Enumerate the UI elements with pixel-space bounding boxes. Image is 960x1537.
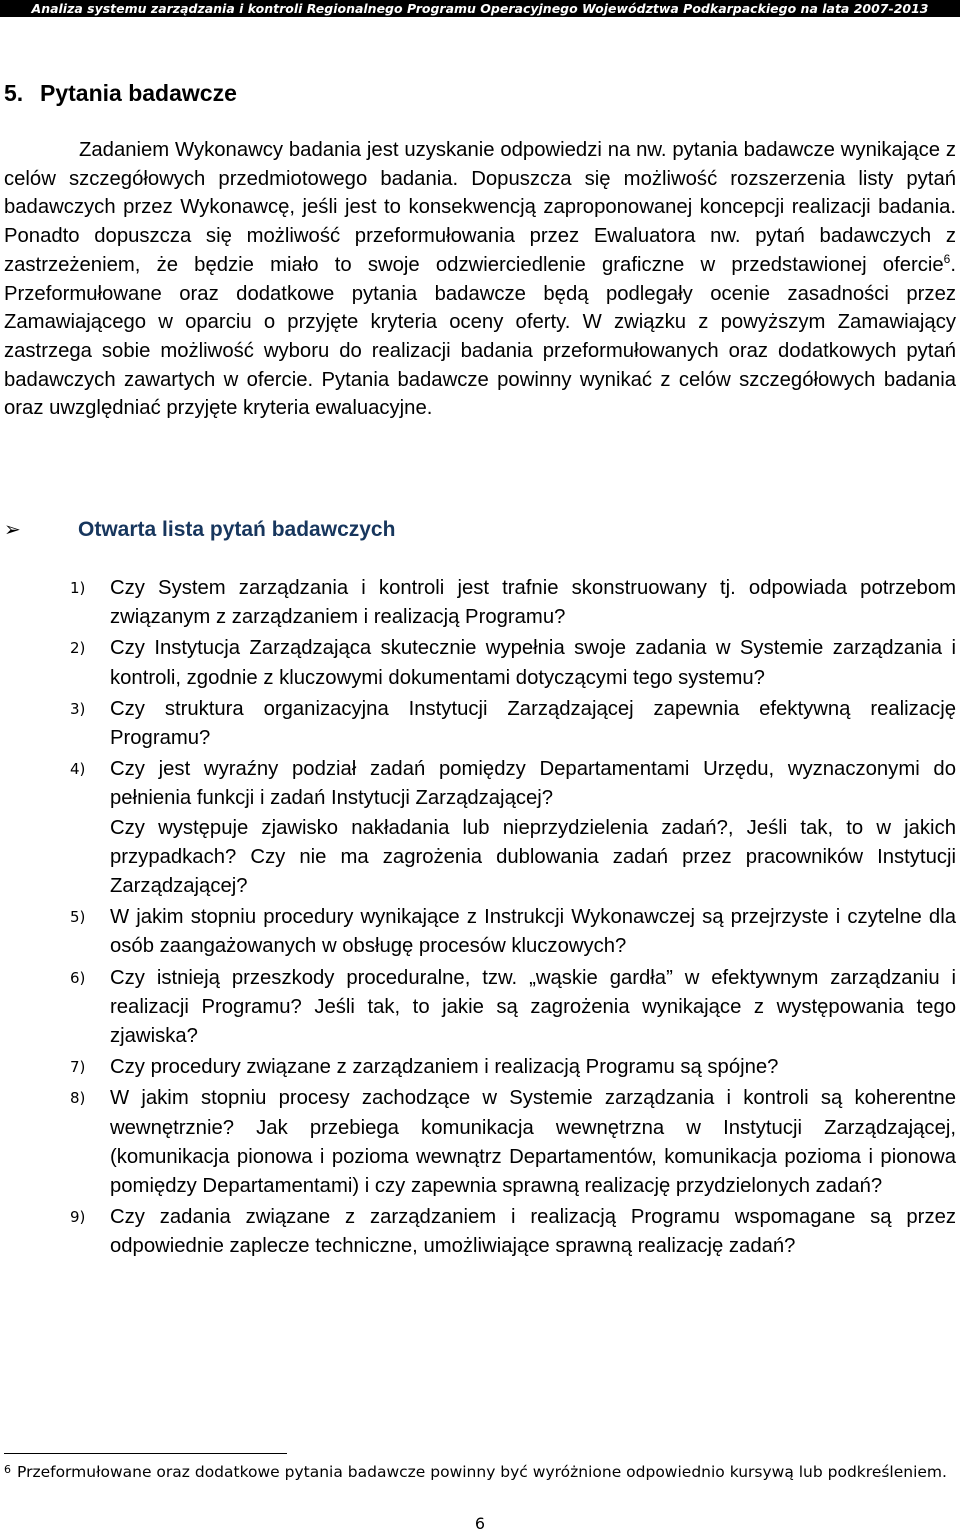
question-item [0, 1084, 960, 1201]
question-text: Czy występuje zjawisko nakładania lub nieprzydzielenia zadań?, Jeśli tak, to w jakich przypadkach? Czy nie ma zagrożenia dublowania zadań przez pracowników Instytucji Zarządzającej? [110, 816, 956, 898]
section-heading [4, 78, 237, 108]
arrowhead-bullet-icon: ➢ [4, 517, 21, 541]
subheading-title: Otwarta lista pytań badawczych [78, 518, 396, 541]
question-item [0, 1203, 960, 1261]
question-text: Czy procedury związane z zarządzaniem i realizacją Programu są spójne? [110, 1056, 779, 1079]
question-item [0, 695, 960, 753]
section-title: Pytania badawcze [40, 80, 237, 106]
footnote [4, 1461, 956, 1483]
question-text: Czy istnieją przeszkody proceduralne, tzw. „wąskie gardła” w efektywnym zarządzaniu i realizacji Programu? Jeśli tak, to jakie są zagrożenia wynikające z występowania tego zjawiska? [110, 966, 956, 1048]
question-text: Czy jest wyraźny podział zadań pomiędzy Departamentami Urzędu, wyznaczonymi do pełnienia funkcji i zadań Instytucji Zarządzającej? [110, 758, 956, 810]
subheading [4, 514, 395, 545]
question-number: 4) [70, 760, 86, 779]
section-number: 5. [4, 80, 24, 106]
running-header [0, 0, 960, 17]
question-item [0, 634, 960, 692]
running-header-title: Analiza systemu zarządzania i kontroli Regionalnego Programu Operacyjnego Województwa Podkarpackiego na lata 2007-2013 [31, 1, 929, 16]
page-number: 6 [474, 1514, 486, 1533]
question-item [0, 574, 960, 632]
question-number: 5) [70, 908, 86, 927]
intro-paragraph [4, 136, 956, 423]
question-text: Czy zadania związane z zarządzaniem i realizacją Programu wspomagane są przez odpowiednie zaplecze techniczne, umożliwiające sprawną realizację zadań? [110, 1206, 956, 1258]
question-item [0, 903, 960, 961]
question-item [0, 1053, 960, 1082]
question-number: 8) [70, 1089, 86, 1108]
question-text: Czy System zarządzania i kontroli jest trafnie skonstruowany tj. odpowiada potrzebom związanym z zarządzaniem i realizacją Programu? [110, 577, 956, 629]
question-number: 7) [70, 1058, 86, 1077]
footnote-text: Przeformułowane oraz dodatkowe pytania badawcze powinny być wyróżnione odpowiednio kursywą lub podkreśleniem. [17, 1463, 947, 1481]
question-number: 9) [70, 1208, 86, 1227]
question-number: 6) [70, 968, 86, 987]
question-text: Czy Instytucja Zarządzająca skutecznie wypełnia swoje zadania w Systemie zarządzania i kontroli, zgodnie z kluczowymi dokumentami dotyczącymi tego systemu? [110, 637, 956, 689]
question-number: 2) [70, 639, 86, 658]
question-item [0, 964, 960, 1052]
question-list [0, 574, 960, 1264]
footnote-mark: 6 [4, 1463, 11, 1476]
footnote-separator [4, 1453, 287, 1454]
intro-text-part-1: Zadaniem Wykonawcy badania jest uzyskanie odpowiedzi na nw. pytania badawcze wynikające z celów szczegółowych przedmiotowego badania. Dopuszcza się możliwość rozszerzenia listy pytań badawczych przez Wykonawcę, jeśli jest to konsekwencją zaproponowanej koncepcji realizacji badania. Ponadto dopuszcza się możliwość przeformułowania przez Ewaluatora nw. pytań badawczych z zastrzeżeniem, że będzie miało to swoje odzwierciedlenie graficzne w przedstawionej ofercie [4, 139, 956, 276]
question-item [0, 755, 960, 901]
question-number: 3) [70, 699, 86, 718]
footnote-reference[interactable]: 6 [943, 252, 951, 267]
question-text: W jakim stopniu procesy zachodzące w Systemie zarządzania i kontroli są koherentne wewnętrznie? Jak przebiega komunikacja wewnętrzna w Instytucji Zarządzającej, (komunikacja pionowa i pozioma wewnątrz Departamentów, komunikacja pozioma i pionowa pomiędzy Departamentami) i czy zapewnia sprawną realizację przydzielonych zadań? [110, 1087, 956, 1198]
question-text: Czy struktura organizacyjna Instytucji Zarządzającej zapewnia efektywną realizację Programu? [110, 697, 956, 750]
question-number: 1) [70, 579, 86, 597]
intro-text-part-2: . Przeformułowane oraz dodatkowe pytania badawcze będą podlegały ocenie zasadności przez Zamawiającego w oparciu o przyjęte kryteria oceny oferty. W związku z powyższym Zamawiający zastrzega sobie możliwość wyboru do realizacji badania przeformułowanych oraz dodatkowych pytań badawczych zawartych w ofercie. Pytania badawcze powinny wynikać z celów szczegółowych badania oraz uwzględniać przyjęte kryteria ewaluacyjne. [4, 253, 956, 420]
question-text: W jakim stopniu procedury wynikające z Instrukcji Wykonawczej są przejrzyste i czytelne dla osób zaangażowanych w obsługę procesów kluczowych? [110, 906, 956, 958]
